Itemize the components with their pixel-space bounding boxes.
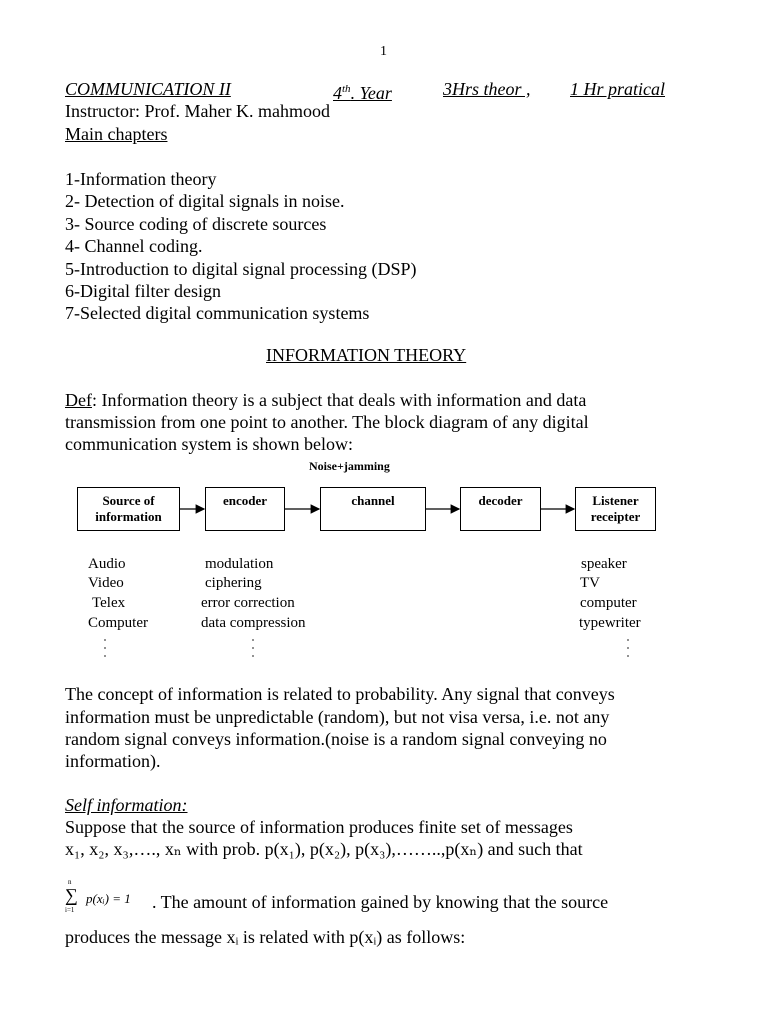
chapter-item: 2- Detection of digital signals in noise. (65, 191, 345, 211)
section-title: INFORMATION THEORY (266, 345, 467, 365)
concept-line: information must be unpredictable (random), but not visa versa, i.e. not any (65, 707, 610, 727)
block-channel: channel (320, 487, 426, 531)
sum-lower-limit: i=1 (65, 906, 75, 914)
block-decoder: decoder (460, 487, 541, 531)
sink-example: TV (580, 575, 600, 591)
chapter-item: 4- Channel coding. (65, 236, 203, 256)
sum-upper-limit: n (68, 878, 72, 886)
source-example: Telex (92, 595, 126, 611)
def-label: Def (65, 390, 92, 410)
concept-line: information). (65, 751, 161, 771)
sum-sign: ∑ (65, 885, 78, 905)
concept-line: random signal conveys information.(noise is a random signal conveying no (65, 729, 607, 749)
sink-example: computer (580, 595, 637, 611)
chapter-item: 6-Digital filter design (65, 281, 221, 301)
encoding-example: ciphering (205, 575, 262, 591)
encoding-example: modulation (205, 556, 274, 572)
year-label: 4th. Year (333, 83, 392, 103)
source-example: Computer (88, 615, 148, 631)
block-encoder: encoder (205, 487, 285, 531)
self-info-line-2: x₁, x₂, x₃,…., xₙ with prob. p(x₁), p(x₂), p(x₃),……..,p(xₙ) and such that (65, 839, 583, 859)
self-info-heading: Self information: (65, 795, 188, 815)
self-info-line-3: . The amount of information gained by knowing that the source (152, 892, 609, 912)
sink-example: typewriter (579, 615, 641, 631)
theory-hours: 3Hrs theor , (443, 79, 531, 99)
page-number: 1 (380, 44, 387, 59)
chapter-item: 7-Selected digital communication systems (65, 303, 370, 323)
instructor: Instructor: Prof. Maher K. mahmood (65, 101, 330, 121)
encoding-example: error correction (201, 595, 295, 611)
sink-example: speaker (581, 556, 627, 572)
source-example: Video (88, 575, 124, 591)
sum-expression: p(xᵢ) = 1 (86, 891, 131, 906)
block-source: Source of information (77, 487, 180, 531)
chapter-item: 1-Information theory (65, 169, 217, 189)
chapter-item: 5-Introduction to digital signal processing (DSP) (65, 259, 417, 279)
source-example: Audio (88, 556, 126, 572)
self-info-line-4: produces the message xᵢ is related with p(xᵢ) as follows: (65, 927, 466, 947)
def-line-2: transmission from one point to another. The block diagram of any digital (65, 412, 589, 432)
def-line-3: communication system is shown below: (65, 434, 353, 454)
practical-hours: 1 Hr pratical (570, 79, 666, 99)
def-line-1: Def: Information theory is a subject that deals with information and data (65, 390, 587, 410)
concept-line: The concept of information is related to probability. Any signal that conveys (65, 684, 615, 704)
encoding-example: data compression (201, 615, 306, 631)
block-listener: Listener receipter (575, 487, 656, 531)
chapters-heading: Main chapters (65, 124, 168, 144)
chapter-item: 3- Source coding of discrete sources (65, 214, 327, 234)
noise-label: Noise+jamming (309, 459, 390, 473)
course-title: COMMUNICATION II (65, 79, 231, 99)
self-info-line-1: Suppose that the source of information produces finite set of messages (65, 817, 573, 837)
